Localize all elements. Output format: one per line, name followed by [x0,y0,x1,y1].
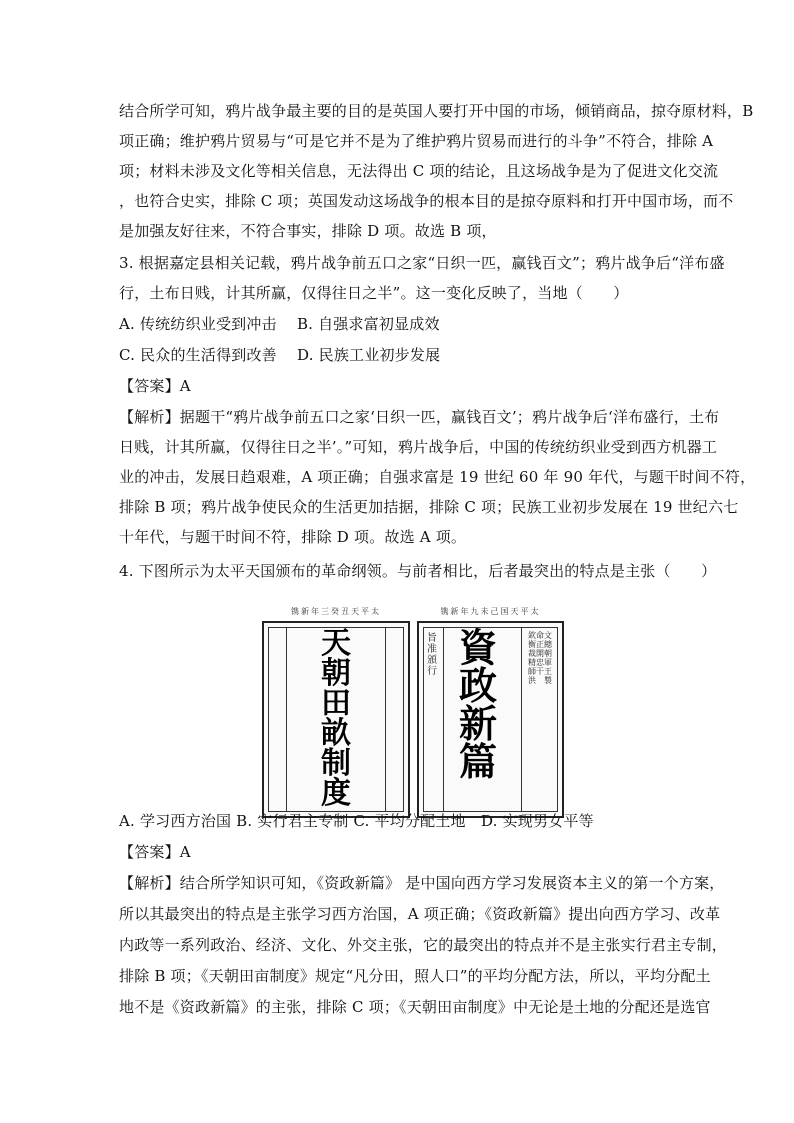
analysis-text: 所以其最突出的特点是主张学习西方治国，A 项正确；《资政新篇》提出向西方学习、改革 [119,905,721,923]
title-char: 政 [458,663,497,708]
title-char: 資 [458,625,497,670]
question-3-options: C. 民众的生活得到改善 D. 民族工业初步发展 [119,346,441,364]
question-3-stem: 行，土布日贱，计其所赢，仅得往日之半”。这一变化反映了，当地（ ） [119,284,629,302]
cover-side-text: 欽命文衡正總裁開朝精忠軍師干王洪 製 [528,631,552,685]
cover-side-text: 旨准頒行 [427,633,437,677]
title-char: 田 [321,686,351,721]
analysis-text: 排除 B 项；《天朝田亩制度》规定“凡分田，照人口”的平均分配方法，所以，平均分配土 [119,967,711,985]
title-char: 天 [321,626,351,661]
analysis-text: 十年代，与题干时间不符，排除 D 项。故选 A 项。 [119,528,467,546]
cover-frame [262,621,410,818]
cover-title [288,626,384,811]
answer-label: 【答案】A [119,843,191,861]
cover-frame [417,621,564,818]
analysis-text: 【解析】据题干“鸦片战争前五口之家‘日织一匹，赢钱百文’；鸦片战争后‘洋布盛行，土布 [119,408,720,426]
title-char: 新 [458,701,497,746]
title-char: 制 [321,746,351,781]
text-line: ，也符合史实，排除 C 项；英国发动这场战争的根本目的是掠夺原料和打开中国市场，而不 [119,192,734,210]
text-line: 是加强友好往来，不符合事实，排除 D 项。故选 B 项， [119,222,497,240]
analysis-text: 业的冲击，发展日趋艰难，A 项正确；自强求富是 19 世纪 60 年 90 年代，与题干时间不符， [119,468,756,486]
cover-title [445,625,511,784]
title-char: 篇 [458,739,497,784]
analysis-text: 【解析】结合所学知识可知，《资政新篇》 是中国向西方学习发展资本主义的第一个方案， [119,874,725,892]
cover-caption: 镌新年三癸丑天平太 [291,607,381,616]
question-4-stem: 4. 下图所示为太平天国颁布的革命纲领。与前者相比，后者最突出的特点是主张（ ） [119,562,717,580]
cover-caption: 镌新年九未己国天平太 [440,607,541,616]
analysis-text: 排除 B 项；鸦片战争使民众的生活更加拮据，排除 C 项；民族工业初步发展在 19 世纪六七 [119,498,739,516]
question-4-options: A. 学习西方治国 B. 实行君主专制 C. 平均分配土地 D. 实现男女平等 [119,812,594,830]
text-line: 项正确；维护鸦片贸易与“可是它并不是为了维护鸦片贸易而进行的斗争”不符合，排除 A [119,132,714,150]
title-char: 畝 [321,716,351,751]
title-char: 度 [321,776,351,811]
title-char: 朝 [321,656,351,691]
text-line: 结合所学可知，鸦片战争最主要的目的是英国人要打开中国的市场，倾销商品，掠夺原材料，B [119,102,754,120]
text-line: 项；材料未涉及文化等相关信息，无法得出 C 项的结论，且这场战争是为了促进文化交流 [119,162,719,180]
question-3-stem: 3. 根据嘉定县相关记载，鸦片战争前五口之家“日织一匹，赢钱百文”；鸦片战争后“洋布盛 [119,254,725,272]
answer-label: 【答案】A [119,377,191,395]
tianchao-tianmu-zhidu-cover-image [262,606,410,818]
analysis-text: 地不是《资政新篇》的主张，排除 C 项；《天朝田亩制度》中无论是土地的分配还是选官 [119,998,711,1016]
analysis-text: 内政等一系列政治、经济、文化、外交主张，它的最突出的特点并不是主张实行君主专制， [119,936,728,954]
analysis-text: 日贱，计其所赢，仅得往日之半’。”可知，鸦片战争后，中国的传统纺织业受到西方机器工 [119,438,718,456]
zizheng-xinpian-cover-image [417,606,564,818]
question-3-options: A. 传统纺织业受到冲击 B. 自强求富初显成效 [119,315,440,333]
